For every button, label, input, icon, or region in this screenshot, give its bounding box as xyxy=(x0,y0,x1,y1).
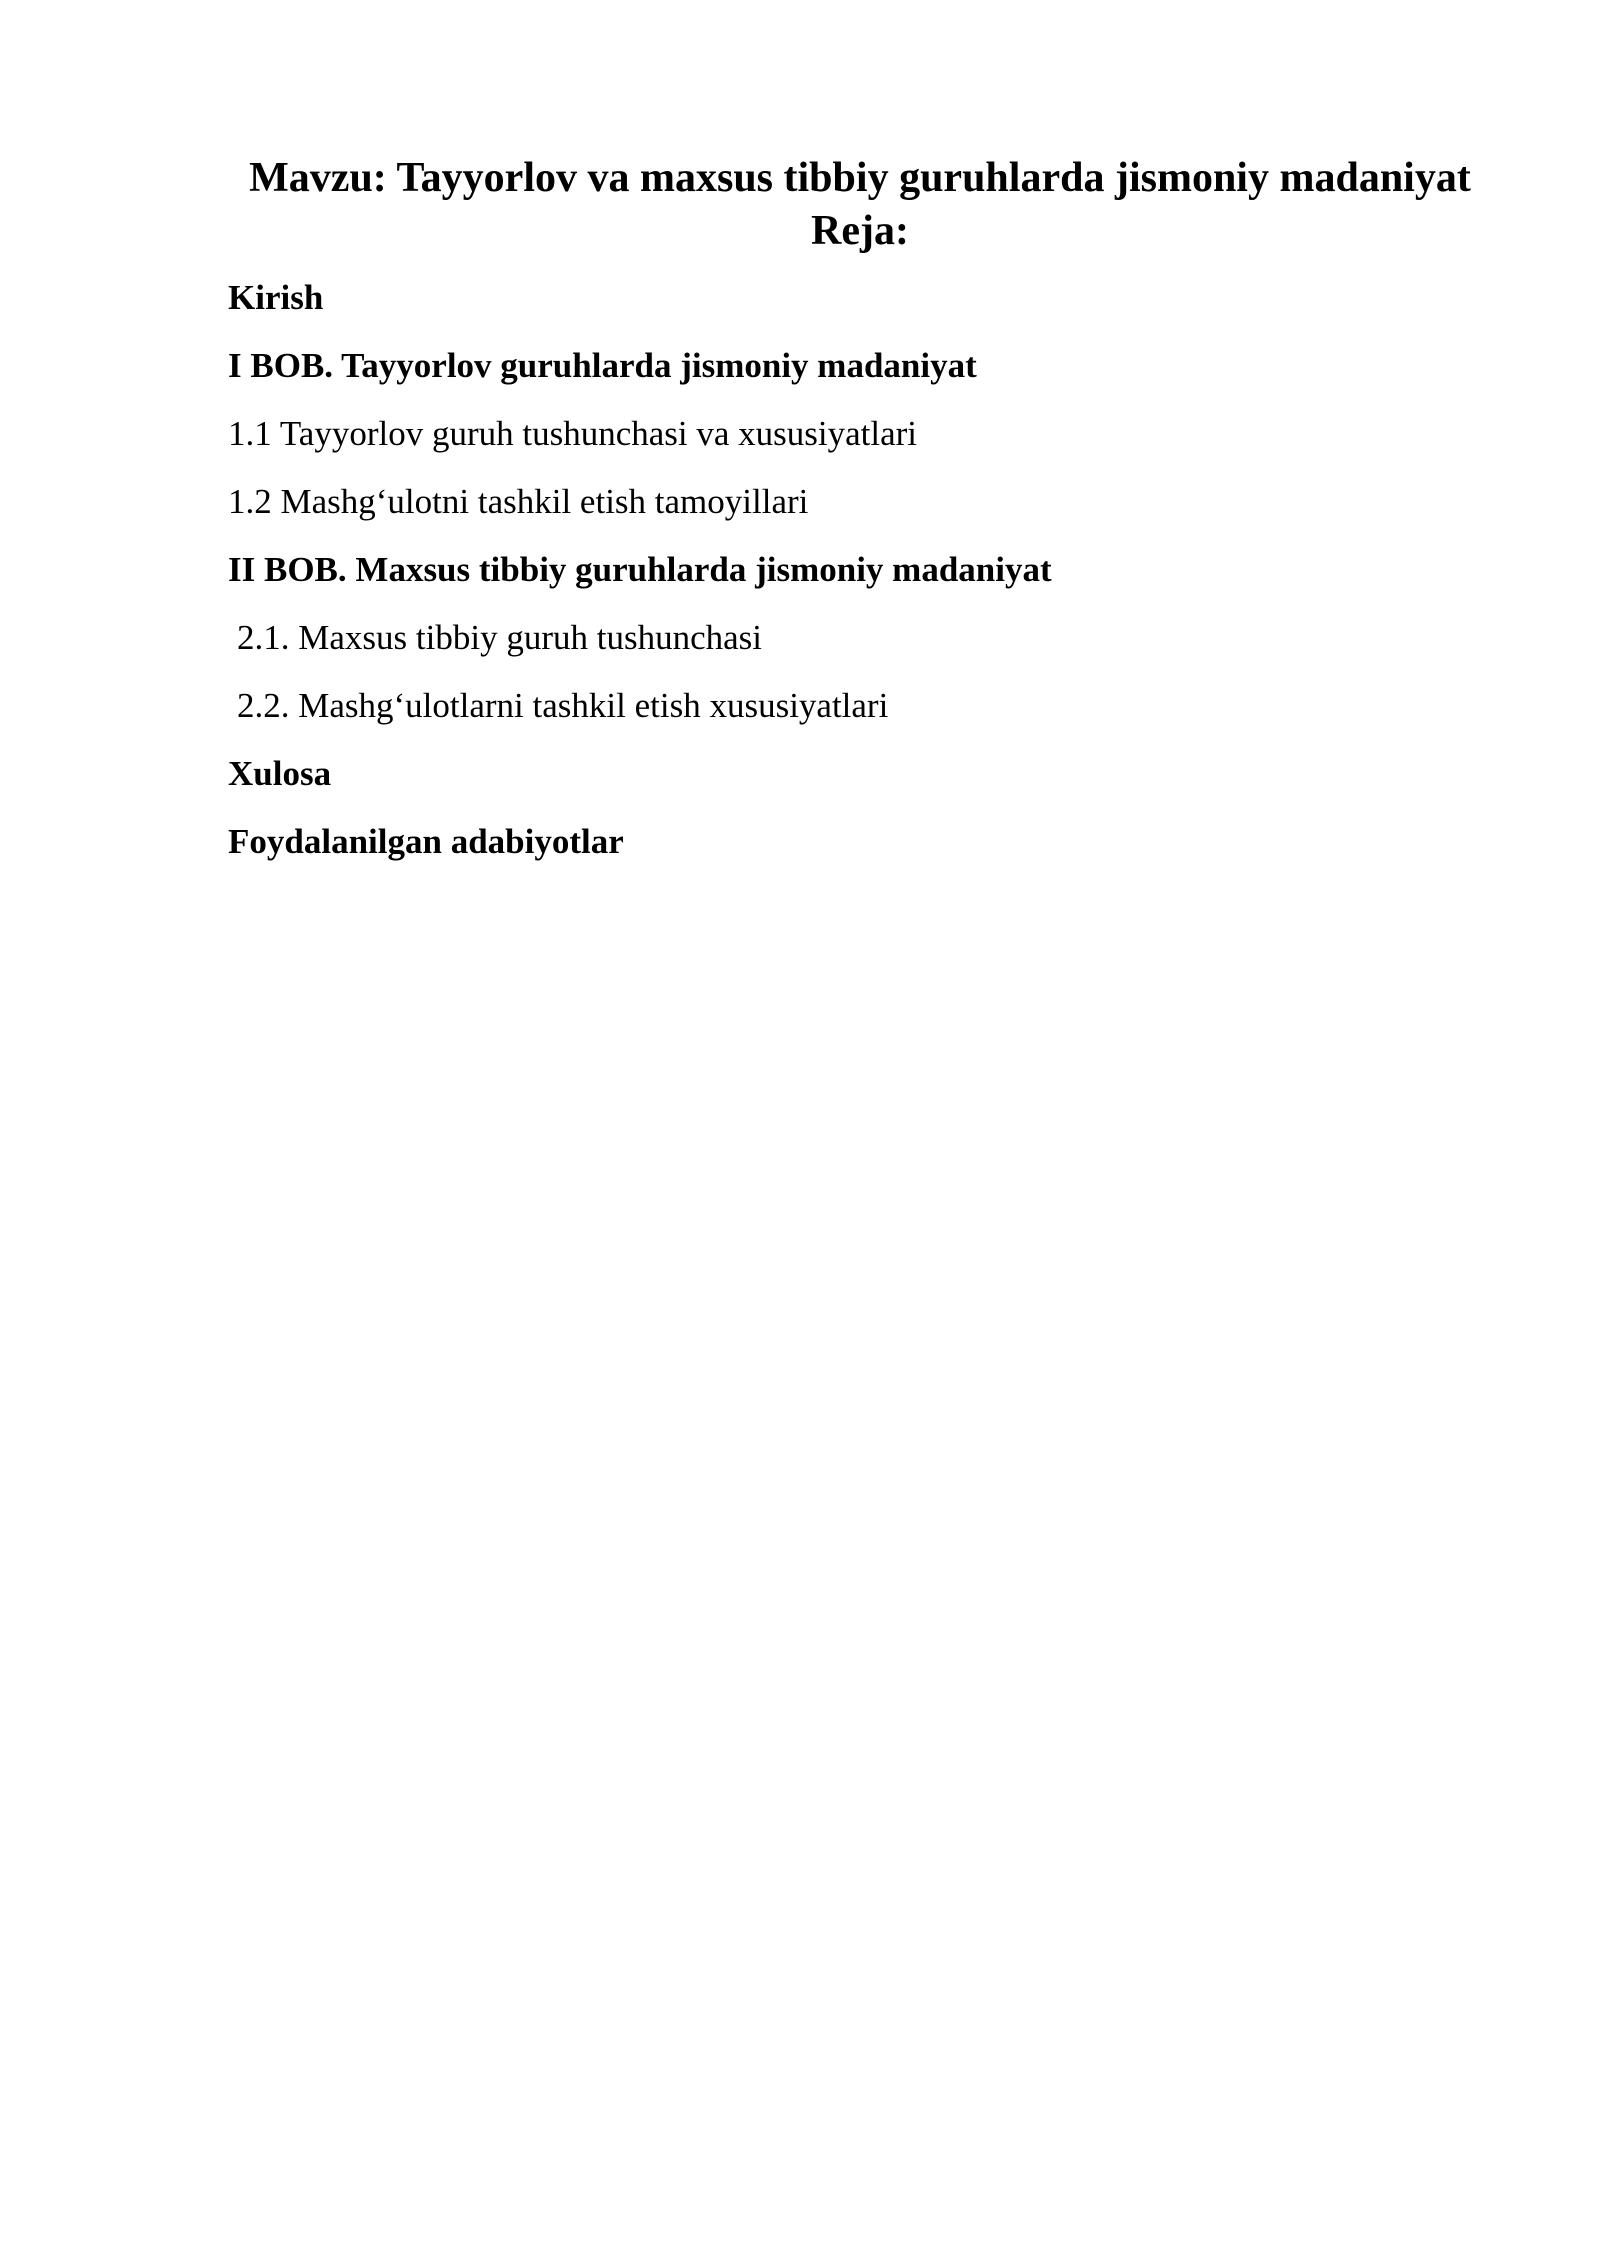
plan-item-references: Foydalanilgan adabiyotlar xyxy=(228,822,624,861)
plan-heading: Reja: xyxy=(811,208,909,254)
plan-list xyxy=(228,278,1468,890)
plan-item-section-1-2: 1.2 Mashg‘ulotni tashkil etish tamoyillari xyxy=(228,482,809,521)
plan-item-conclusion: Xulosa xyxy=(228,754,332,793)
plan-item-section-1-1: 1.1 Tayyorlov guruh tushunchasi va xususiyatlari xyxy=(228,414,918,453)
plan-item-section-2-1: 2.1. Maxsus tibbiy guruh tushunchasi xyxy=(237,618,762,657)
plan-item-chapter-1: I BOB. Tayyorlov guruhlarda jismoniy madaniyat xyxy=(228,346,977,385)
plan-item-introduction: Kirish xyxy=(228,278,324,317)
plan-item-section-2-2: 2.2. Mashg‘ulotlarni tashkil etish xususiyatlari xyxy=(237,686,889,725)
title-block xyxy=(228,152,1492,258)
document-title: Mavzu: Tayyorlov va maxsus tibbiy guruhlarda jismoniy madaniyat xyxy=(249,155,1471,201)
plan-item-chapter-2: II BOB. Maxsus tibbiy guruhlarda jismoniy madaniyat xyxy=(228,550,1052,589)
